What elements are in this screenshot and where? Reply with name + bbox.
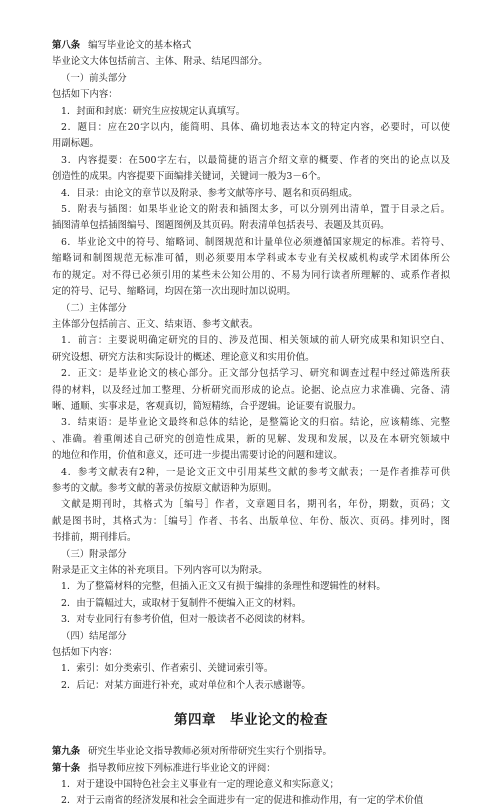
item-line: 献是图书时，其格式为：［编号］作者、书名、出版单位、年份、版次、页码。排列时，图	[52, 515, 450, 527]
item-line: 1．为了整篇材料的完整，但插入正文又有损于编排的条理性和逻辑性的材料。	[61, 581, 386, 593]
list-item	[52, 235, 450, 301]
list-item	[52, 612, 450, 628]
list-item	[52, 678, 450, 694]
article-text: 研究生毕业论文指导教师必须对所带研究生实行个别指导。	[88, 746, 332, 758]
list-item	[52, 153, 450, 186]
section-heading-appendix: （三）附录部分	[61, 548, 127, 560]
item-line: 用副标题。	[52, 138, 99, 150]
section-items-body	[52, 333, 450, 546]
chapter-number: 第四章	[174, 712, 216, 729]
article-10-item: 2．对于云南省的经济发展和社会全面进步有一定的促进和推动作用，有一定的学术价值	[61, 795, 424, 807]
section-lead-front: 包括如下内容：	[52, 89, 118, 101]
list-item	[52, 661, 450, 677]
section-heading-front: （一）前头部分	[61, 72, 127, 84]
list-item	[52, 596, 450, 612]
item-line: 文献是期刊时，其格式为［编号］作者，文章题目名，期刊名，年份，期数，页码；文	[61, 499, 450, 511]
list-item	[52, 497, 450, 546]
item-line: 3．结束语：是毕业论文最终和总体的结论，是整篇论文的归宿。结论，应该精练、完整	[61, 417, 450, 429]
section-heading-ending: （四）结尾部分	[61, 630, 127, 642]
article-10-item: 1．对于建设中国特色社会主义事业有一定的理论意义和实际意义；	[61, 779, 339, 791]
article-8-heading	[52, 38, 450, 54]
section-items-appendix	[52, 579, 450, 628]
article-8-intro: 毕业论文大体包括前言、主体、附录、结尾四部分。	[52, 56, 268, 68]
section-items-front	[52, 104, 450, 301]
item-line: 3．对专业同行有参考价值，但对一般读者不必阅读的材料。	[61, 614, 311, 626]
item-line: 参考的文献。参考文献的著录仿按原文献语种为原则。	[52, 482, 278, 494]
section-lead-body: 主体部分包括前言、正文、结束语、参考文献表。	[52, 318, 259, 330]
list-item	[52, 366, 450, 415]
item-line: 晰、通顺、实事求是，客观真切，简短精练，合乎逻辑。论证要有说服力。	[52, 400, 362, 412]
item-line: 1．封面和封底：研究生应按规定认真填写。	[61, 105, 246, 117]
item-line: 的地位和作用，价值和意义，还可进一步提出需要讨论的问题和建议。	[52, 450, 343, 462]
item-line: 4．参考文献表有2种，一是论文正文中引用某些文献的参考文献表；一是作者推荐可供	[61, 466, 450, 478]
article-number: 第十条	[52, 762, 81, 774]
list-item	[52, 120, 450, 153]
list-item	[52, 415, 450, 464]
section-heading-body: （二）主体部分	[61, 302, 127, 314]
item-line: 3．内容提要：在500字左右，以最简捷的语言介绍文章的概要、作者的突出的论点以及	[61, 154, 450, 166]
section-lead-ending: 包括如下内容：	[52, 647, 118, 659]
item-line: 1．前言：主要说明确定研究的目的、涉及范围、相关领域的前人研究成果和知识空白、	[61, 335, 450, 347]
item-line: 2．由于篇幅过大，或取材于复制件不便编入正文的材料。	[61, 597, 302, 609]
section-lead-appendix: 附录是正文主体的补充项目。下列内容可以为附录。	[52, 565, 268, 576]
article-title: 编写毕业论文的基本格式	[88, 40, 192, 51]
item-line: 2．题目：应在20字以内，能简明、具体、确切地表达本文的特定内容，必要时，可以使	[61, 122, 450, 134]
item-line: 1．索引：如分类索引、作者索引、关键词索引等。	[61, 663, 274, 675]
list-item	[52, 465, 450, 498]
item-line: 创造性的成果。内容提要下面编排关键词，关键词一般为3－6个。	[52, 171, 327, 183]
article-number: 第八条	[52, 40, 81, 51]
list-item	[52, 202, 450, 235]
item-line: 书排前，期刊排后。	[52, 532, 137, 544]
item-line: 2．正文：是毕业论文的核心部分。正文部分包括学习、研究和调查过程中经过筛选所获	[61, 368, 450, 380]
article-10	[52, 761, 450, 777]
item-line: 、准确。着重阐述自己研究的创造性成果，新的见解、发现和发展，以及在本研究领域中	[52, 433, 450, 445]
item-line: 研究设想、研究方法和实际设计的概述、理论意义和实用价值。	[52, 351, 315, 363]
item-line: 6．毕业论文中的符号、缩略词、制图规范和计量单位必须遵循国家规定的标准。若符号、	[61, 236, 450, 248]
item-line: 缩略词和制图规范无标准可循，则必须要用本学科或本专业有关权威机构或学术团体所公	[52, 253, 450, 265]
item-line: 布的规定。对不得已必须引用的某些未公知公用的、不易为同行读者所理解的、或系作者拟	[52, 269, 450, 281]
article-9	[52, 744, 450, 760]
item-line: 2．后记：对某方面进行补充，或对单位和个人表示感谢等。	[61, 679, 311, 691]
item-line: 插图清单包括插图编号、图题图例及其页码。附表清单包括表号、表题及其页码。	[52, 220, 390, 232]
item-line: 4．目录：由论文的章节以及附录、参考文献等序号、题名和页码组成。	[61, 187, 358, 199]
article-text: 指导教师应按下列标准进行毕业论文的评阅：	[88, 762, 276, 774]
item-line: 定的符号、记号、缩略词，均因在第一次出现时加以说明。	[52, 286, 296, 298]
chapter-title: 毕业论文的检查	[230, 712, 328, 729]
item-line: 5．附表与插图：如果毕业论文的附表和插图太多，可以分别列出清单，置于目录之后。	[61, 204, 450, 216]
section-items-ending	[52, 661, 450, 694]
list-item	[52, 579, 450, 595]
list-item	[52, 333, 450, 366]
item-line: 得的材料，以及经过加工整理、分析研究而形成的论点。论据、论点应力求准确、完备、清	[52, 384, 450, 396]
list-item	[52, 186, 450, 202]
chapter-heading	[52, 710, 450, 730]
list-item	[52, 104, 450, 120]
article-number: 第九条	[52, 746, 81, 758]
